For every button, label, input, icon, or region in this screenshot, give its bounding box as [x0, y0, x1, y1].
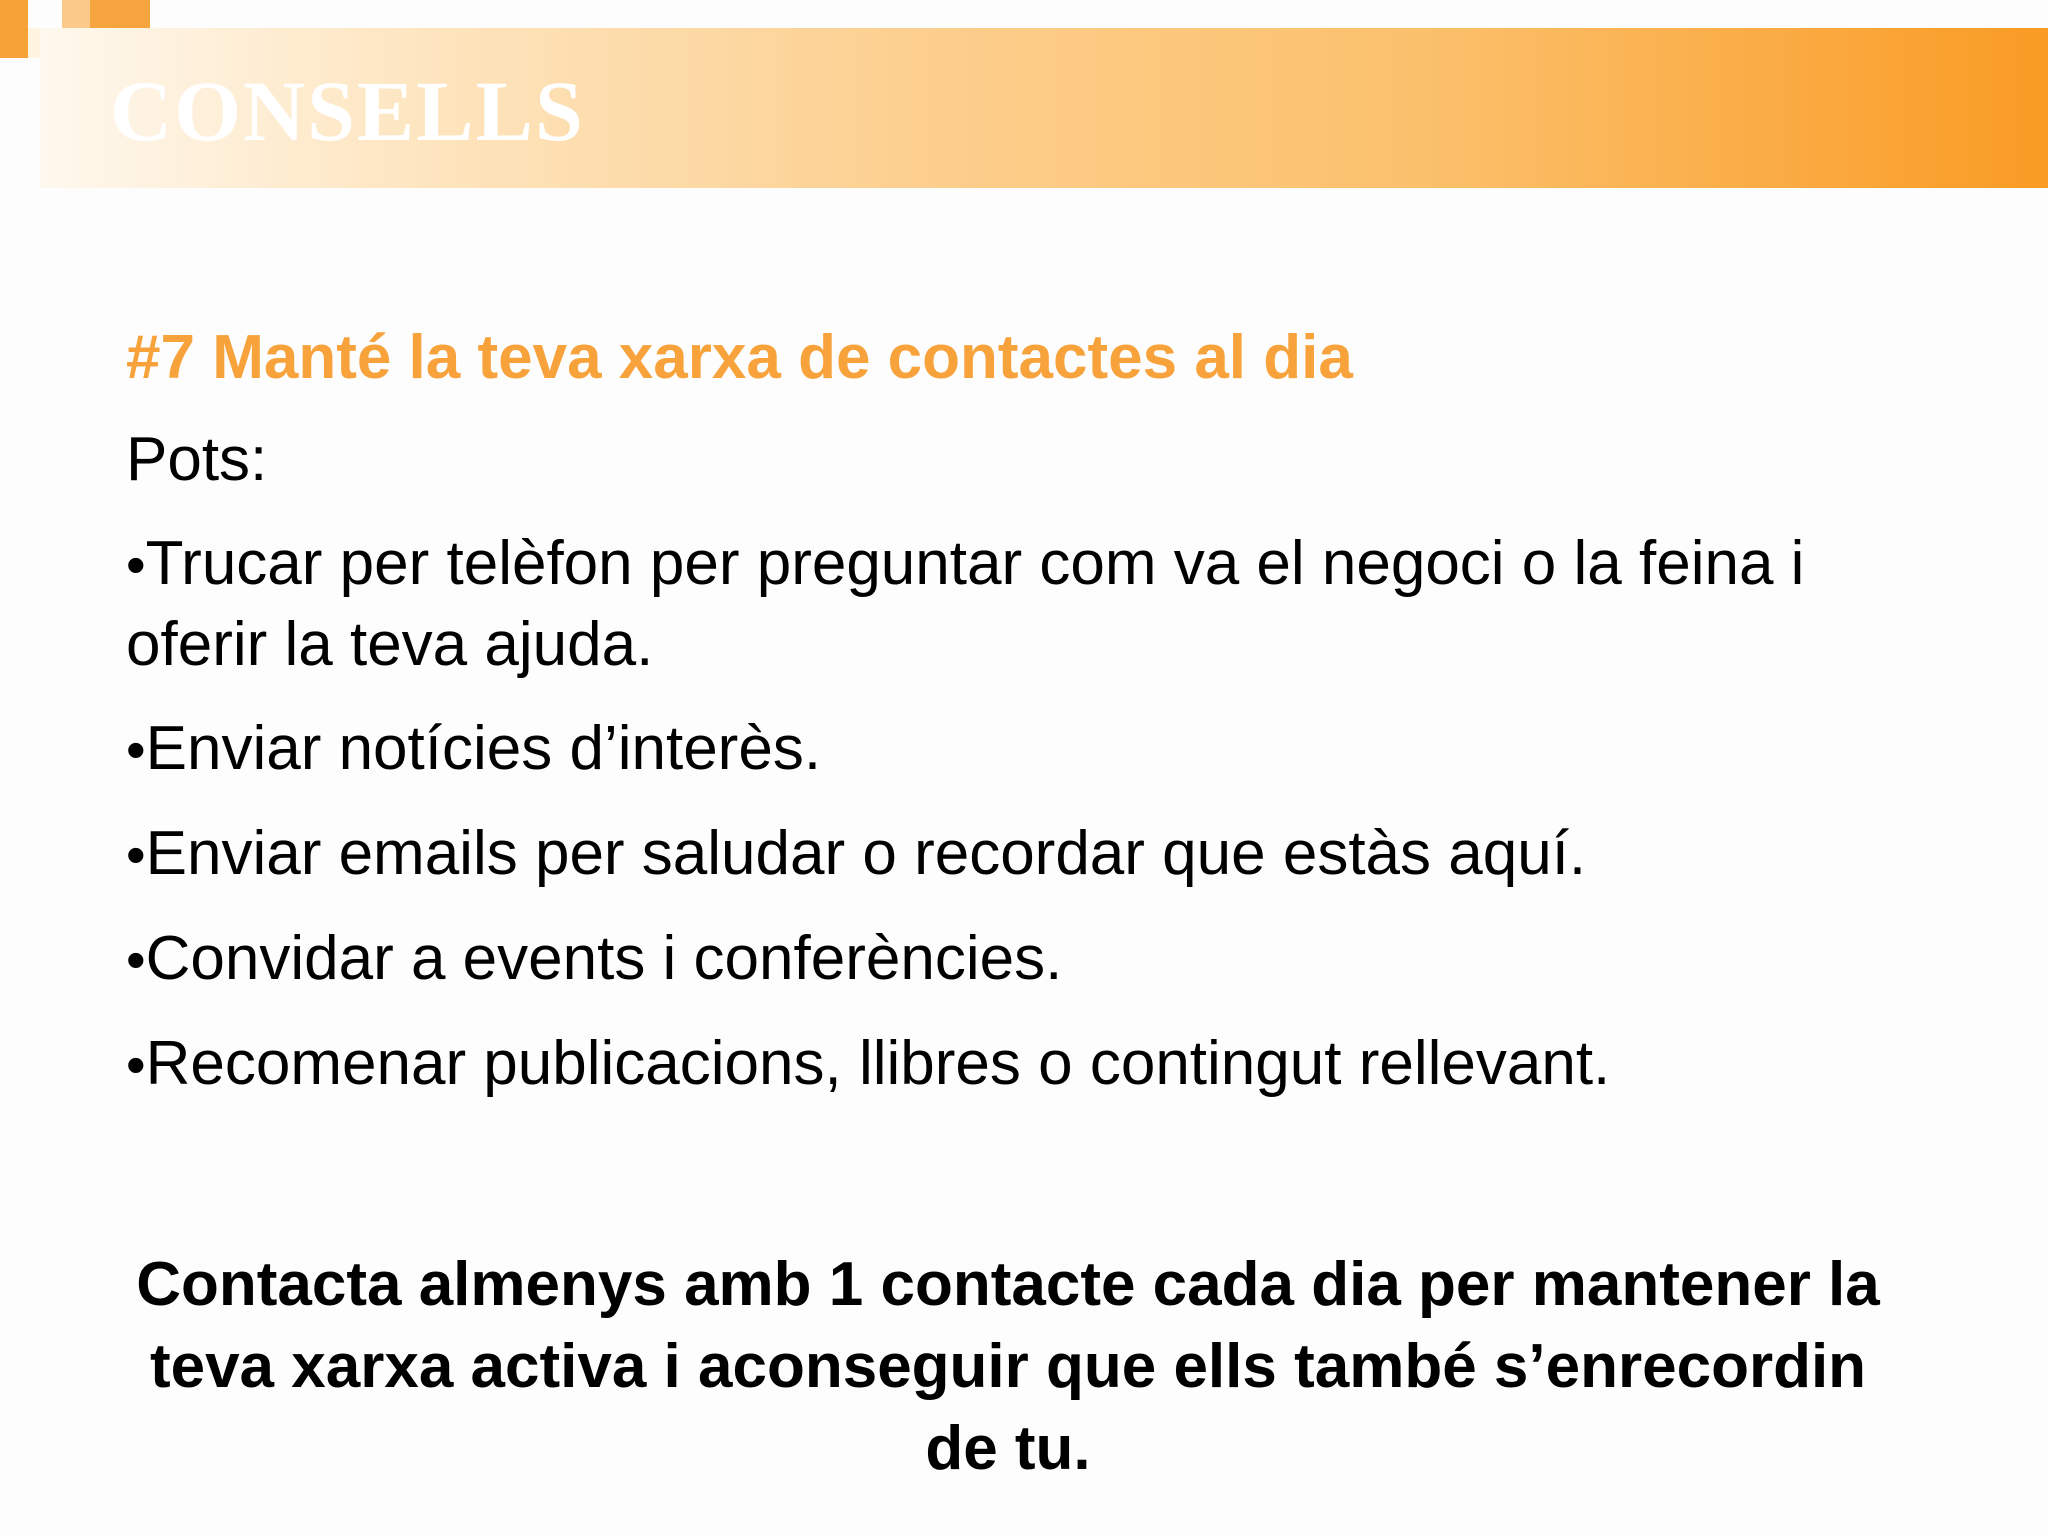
bullet-item — [126, 1024, 1846, 1105]
bullet-item — [126, 524, 1846, 685]
bullet-item — [126, 814, 1846, 895]
tip-heading: #7 Manté la teva xarxa de contactes al dia — [126, 323, 1353, 392]
bullet-text: Enviar emails per saludar o recordar que estàs aquí. — [145, 819, 1587, 888]
bullet-icon: • — [126, 1033, 146, 1096]
intro-text: Pots: — [126, 425, 268, 494]
bullet-icon: • — [126, 928, 146, 991]
decorative-square — [0, 0, 28, 58]
closing-statement: Contacta almenys amb 1 contacte cada dia per mantener la teva xarxa activa i aconseguir que ells també s’enrecordin de tu. — [136, 1250, 1880, 1483]
bullet-item — [126, 919, 1846, 1000]
bullet-item — [126, 709, 1846, 790]
slide-title: CONSELLS — [110, 63, 585, 159]
bullet-icon: • — [126, 533, 146, 596]
title-band — [40, 28, 2048, 188]
bullet-text: Convidar a events i conferències. — [145, 924, 1063, 993]
bullet-list — [126, 524, 1966, 1105]
bullet-text: Recomenar publicacions, llibres o contingut rellevant. — [145, 1029, 1611, 1098]
bullet-icon: • — [126, 823, 146, 886]
bullet-text: Enviar notícies d’interès. — [145, 714, 822, 783]
slide-content — [126, 318, 1966, 1105]
bullet-text: Trucar per telèfon per preguntar com va el negoci o la feina i oferir la teva ajuda. — [126, 529, 1805, 679]
bullet-icon: • — [126, 718, 146, 781]
